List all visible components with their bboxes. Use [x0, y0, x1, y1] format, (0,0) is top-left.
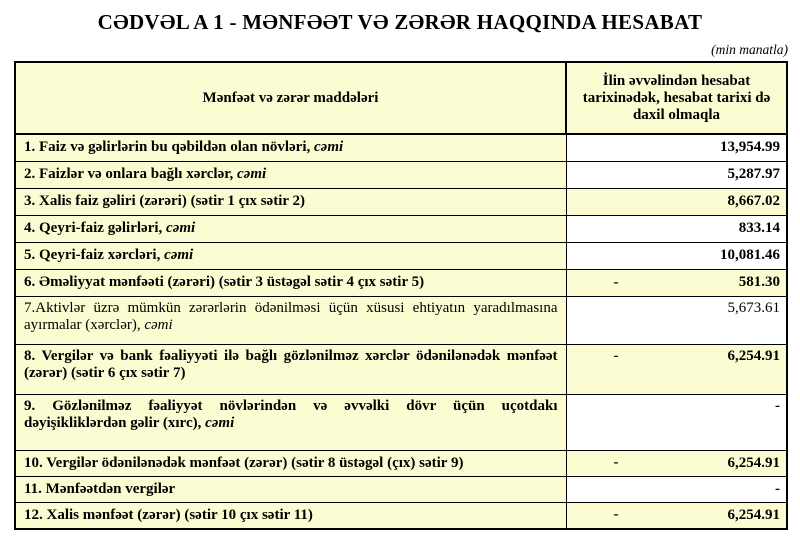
- row-label: 8. Vergilər və bank fəaliyyəti ilə bağlı gözlənilməz xərclər ödənilənədək mənfəət (zərər) (sətir 6 çıx sətir 7): [15, 344, 566, 394]
- table-row: [15, 344, 787, 394]
- row-value: 8,667.02: [566, 188, 787, 215]
- row-label: 11. Mənfəətdən vergilər: [15, 476, 566, 502]
- table-row: [15, 394, 787, 450]
- row-value: - 581.30: [566, 269, 787, 296]
- row-value: 5,673.61: [566, 296, 787, 344]
- row-value: 10,081.46: [566, 242, 787, 269]
- row-label: 2. Faizlər və onlara bağlı xərclər, cəmi: [15, 161, 566, 188]
- row-value: 833.14: [566, 215, 787, 242]
- unit-note: (min manatla): [711, 42, 788, 57]
- row-value: -: [566, 394, 787, 450]
- row-label: 6. Əməliyyat mənfəəti (zərəri) (sətir 3 üstəgəl sətir 4 çıx sətir 5): [15, 269, 566, 296]
- table-row: [15, 296, 787, 344]
- profit-loss-table: [14, 61, 788, 530]
- row-label: 1. Faiz və gəlirlərin bu qəbildən olan növləri, cəmi: [15, 134, 566, 161]
- row-label-italic: cəmi: [237, 166, 267, 182]
- row-label-italic: cəmi: [314, 139, 344, 156]
- row-value: 13,954.99: [566, 134, 787, 161]
- table-row: [15, 215, 787, 242]
- table-row: [15, 161, 787, 188]
- table-row: [15, 269, 787, 296]
- page-title: CƏDVƏL A 1 - MƏNFƏƏT VƏ ZƏRƏR HAQQINDA HESABAT: [97, 10, 703, 34]
- row-label: 9. Gözlənilməz fəaliyyət növlərindən və əvvəlki dövr üçün uçotdakı dəyişikliklərdən gəlir (xırc), cəmi: [15, 394, 566, 450]
- dash-indicator: -: [613, 454, 619, 471]
- table-row: [15, 502, 787, 529]
- dash-indicator: -: [613, 347, 619, 364]
- row-label-italic: cəmi: [144, 316, 173, 333]
- row-label: 3. Xalis faiz gəliri (zərəri) (sətir 1 çıx sətir 2): [15, 188, 566, 215]
- dash-indicator: -: [613, 506, 619, 523]
- table-row: [15, 476, 787, 502]
- table-row: [15, 242, 787, 269]
- row-value: -: [566, 476, 787, 502]
- table-row: [15, 188, 787, 215]
- row-value: - 6,254.91: [566, 450, 787, 476]
- row-label: 7.Aktivlər üzrə mümkün zərərlərin ödənilməsi üçün xüsusi ehtiyatın yaradılmasına ayırmalar (xərclər), cəmi: [15, 296, 566, 344]
- header-value-column: İlin əvvəlindən hesabat tarixinədək, hesabat tarixi də daxil olmaqla: [566, 62, 787, 134]
- row-label: 5. Qeyri-faiz xərcləri, cəmi: [15, 242, 566, 269]
- table-header-row: [15, 62, 787, 134]
- dash-indicator: -: [613, 274, 619, 290]
- row-label-italic: cəmi: [205, 414, 235, 431]
- row-label: 10. Vergilər ödənilənədək mənfəət (zərər) (sətir 8 üstəgəl (çıx) sətir 9): [15, 450, 566, 476]
- row-value: 5,287.97: [566, 161, 787, 188]
- table-row: [15, 134, 787, 161]
- row-label: 12. Xalis mənfəət (zərər) (sətir 10 çıx sətir 11): [15, 502, 566, 529]
- row-label-italic: cəmi: [164, 247, 194, 263]
- header-items-column: Mənfəət və zərər maddələri: [15, 62, 566, 134]
- row-label: 4. Qeyri-faiz gəlirləri, cəmi: [15, 215, 566, 242]
- row-label-italic: cəmi: [166, 220, 196, 236]
- row-value: - 6,254.91: [566, 344, 787, 394]
- table-row: [15, 450, 787, 476]
- row-value: - 6,254.91: [566, 502, 787, 529]
